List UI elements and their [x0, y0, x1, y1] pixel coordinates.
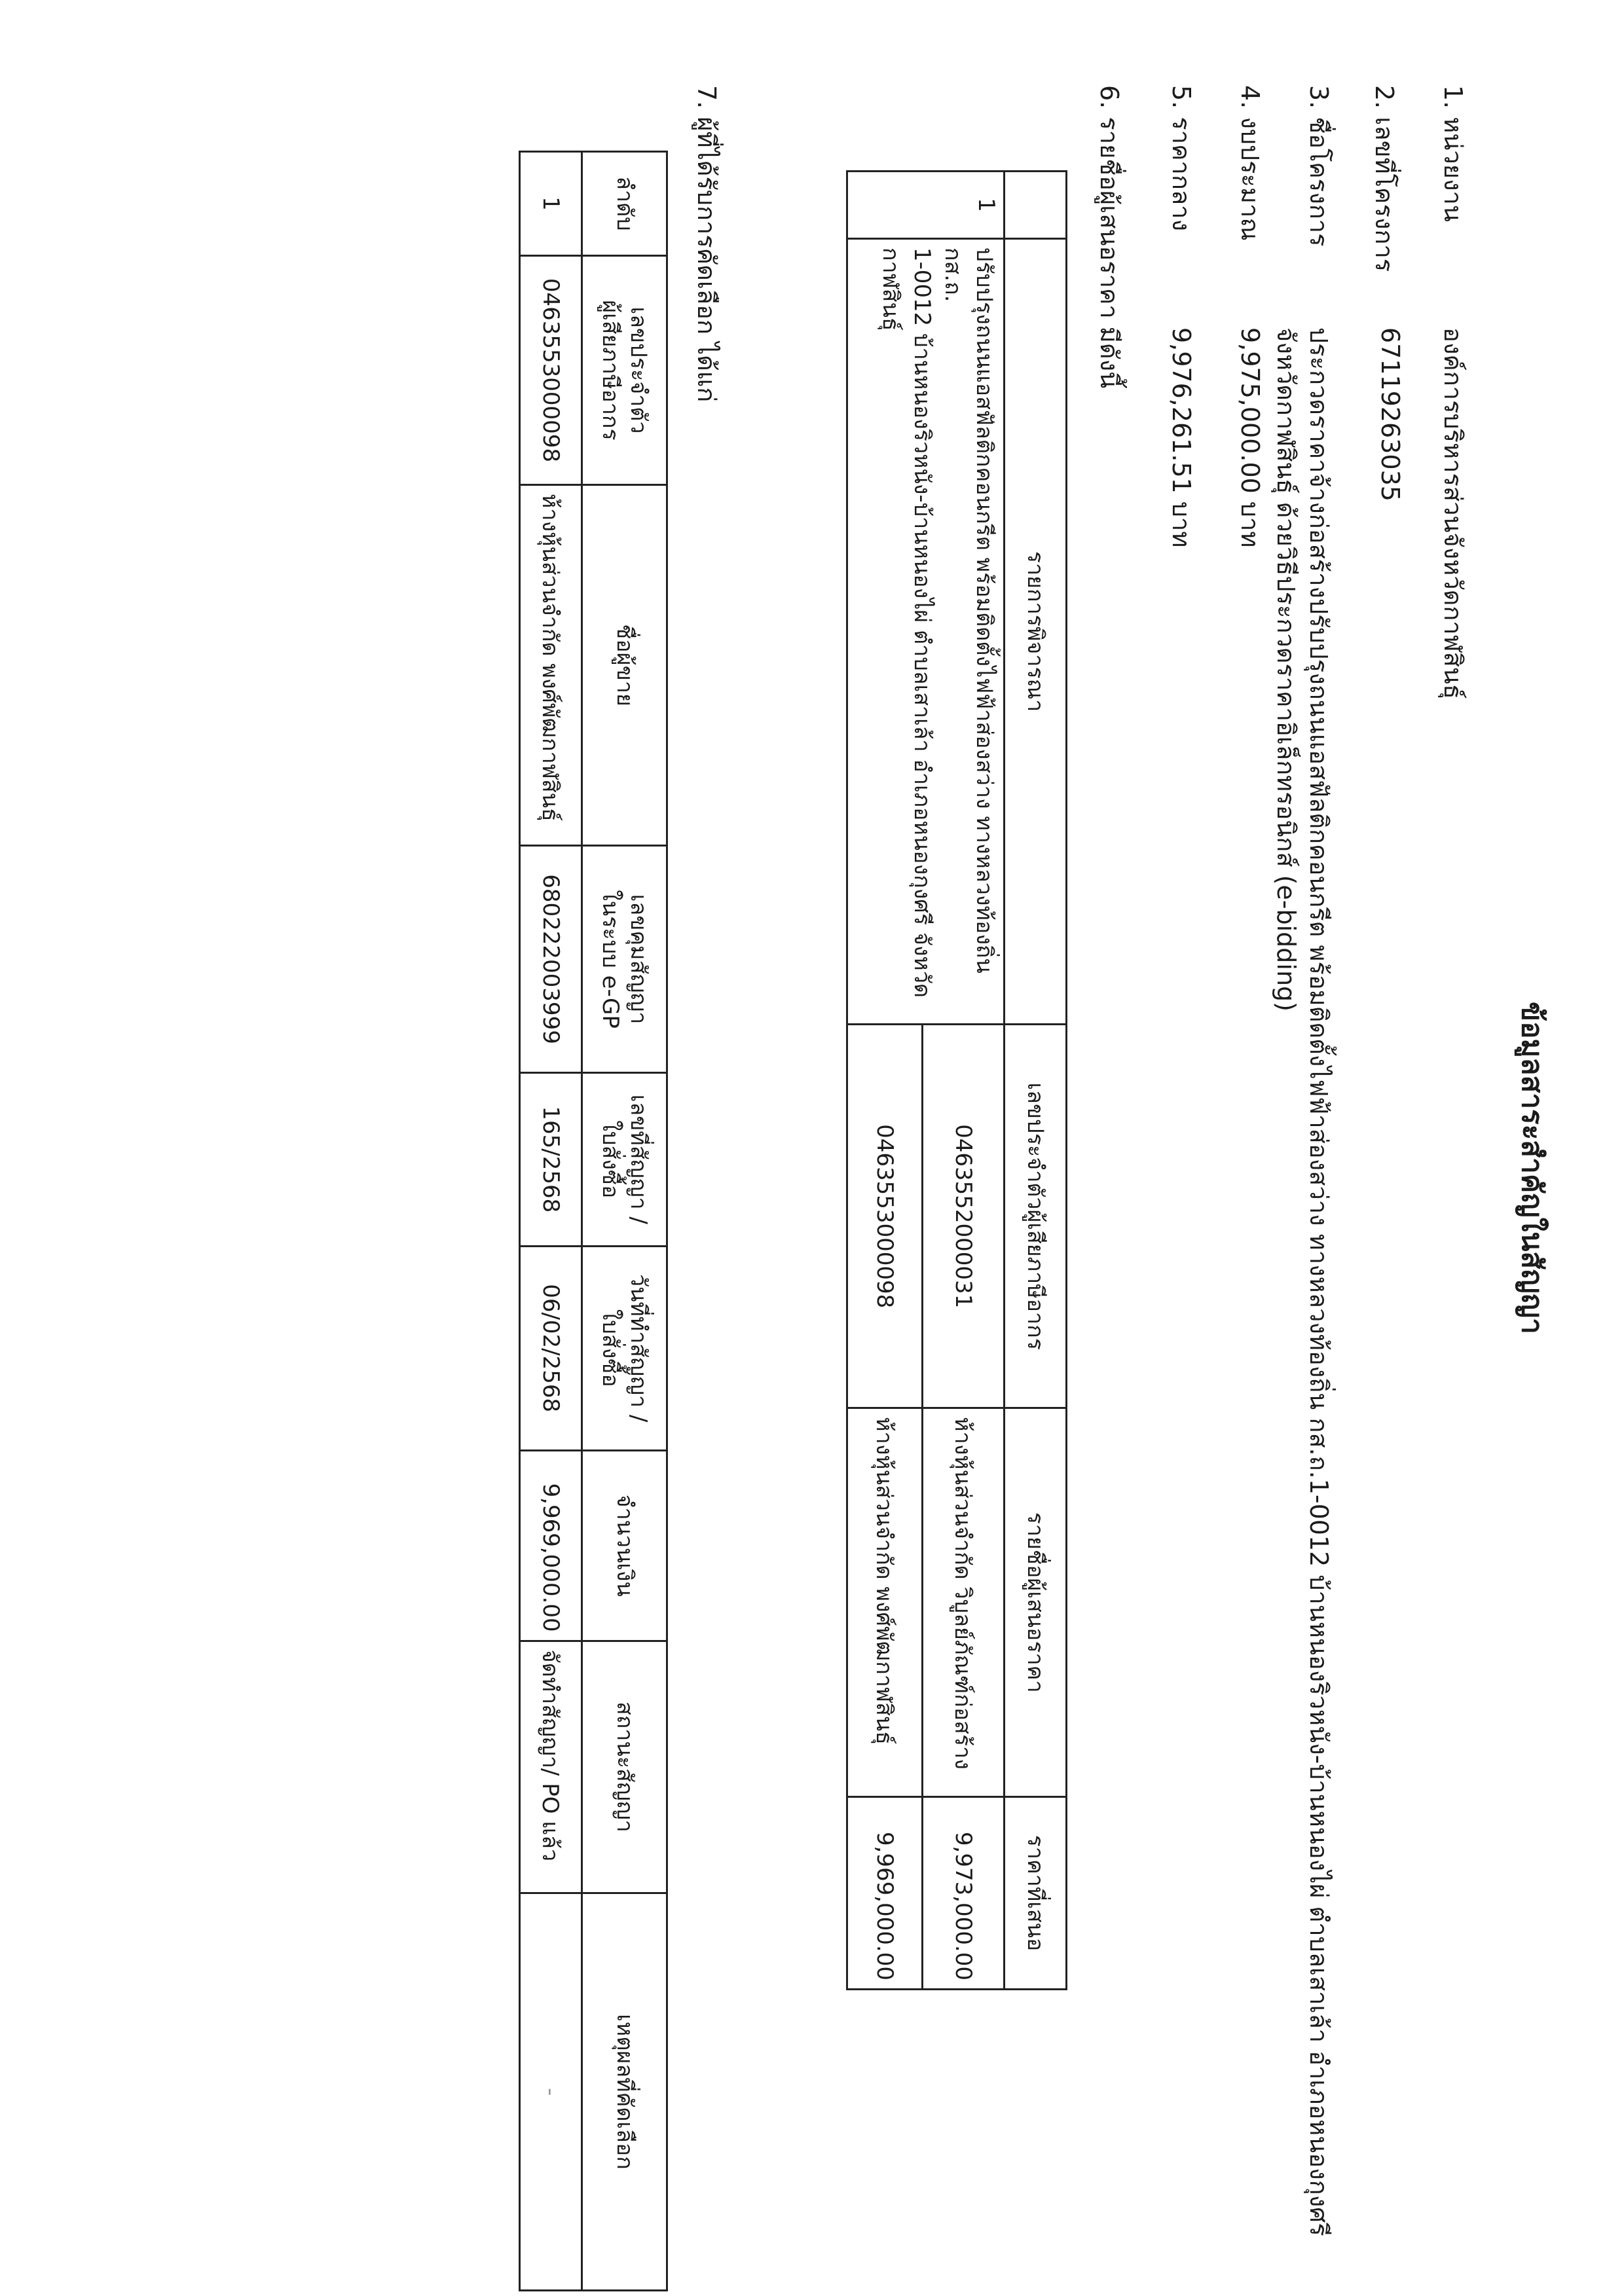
winner-header-date-1: วันที่ทำสัญญา /	[625, 1274, 652, 1423]
budget-label: 4. งบประมาณ	[1236, 85, 1264, 241]
bid-bidder-name: ห้างหุ้นส่วนจำกัด วิบูลย์ภัณฑ์ก่อสร้าง	[923, 1408, 1005, 1797]
winner-no: 1	[520, 152, 582, 256]
bid-tax-id: 0463553000098	[847, 1025, 923, 1408]
field-selected	[688, 85, 727, 871]
field-bidders	[1090, 85, 1130, 871]
winner-table-header	[582, 152, 667, 2291]
winner-header-egp-1: เลขคุมสัญญา	[625, 894, 652, 1025]
bid-item-line2: 1-0012 บ้านหนองริวหนัง-บ้านหนองไผ่ ตำบลเสาเล้า อำเภอหนองกุงศรี จังหวัด	[908, 247, 935, 998]
project-name-line1: ประกวดราคาจ้างก่อสร้างปรับปรุงถนนแอสฟัลติกคอนกรีต พร้อมติดตั้งไฟฟ้าส่องสว่าง ทางหลวงท้องถิ่น กส.ถ.1-0012 บ้านหนองริวหนัง-บ้านหนองไผ่ ตำบลเสาเล้า อำเภอหนองกุงศรี	[1304, 327, 1333, 2236]
winner-header-tax-id-1: เลขประจำตัว	[625, 306, 652, 434]
bid-item-no: 1	[847, 172, 1005, 239]
winner-header-status: สถานะสัญญา	[582, 1641, 667, 1893]
bid-item-line3: กาฬสินธุ์	[877, 247, 904, 331]
table-row	[520, 152, 582, 2291]
field-project-name	[1267, 85, 1339, 2246]
budget-value: 9,975,000.00 บาท	[1236, 327, 1264, 548]
bid-header-item: รายการพิจารณา	[1005, 238, 1067, 1024]
winner-header-amount: จำนวนเงิน	[582, 1450, 667, 1641]
winner-header-tax-id	[582, 255, 667, 484]
bidders-label: 6. รายชื่อผู้เสนอราคา มีดังนี้	[1095, 85, 1124, 389]
bid-price: 9,969,000.00	[847, 1796, 923, 1989]
agency-label: 1. หน่วยงาน	[1439, 85, 1467, 222]
winner-reason: -	[520, 1893, 582, 2291]
median-price-value: 9,976,261.51 บาท	[1167, 327, 1196, 548]
agency-value: องค์การบริหารส่วนจังหวัดกาฬสินธุ์	[1439, 327, 1467, 699]
field-project-no	[1365, 85, 1405, 2246]
table-row	[923, 172, 1005, 1990]
field-budget	[1231, 85, 1270, 2246]
winner-header-date	[582, 1246, 667, 1450]
winner-header-egp-2: ในระบบ e-GP	[597, 890, 624, 1029]
winner-header-tax-id-2: ผู้เสียภาษีอากร	[597, 300, 624, 441]
bid-bidder-name: ห้างหุ้นส่วนจำกัด พงศ์พัฒกาฬสินธุ์	[847, 1408, 923, 1797]
project-no-value: 67119263035	[1376, 327, 1405, 501]
winner-date: 06/02/2568	[520, 1246, 582, 1450]
winner-tax-id: 0463553000098	[520, 255, 582, 484]
bid-tax-id: 0463552000031	[923, 1025, 1005, 1408]
winner-header-seller: ชื่อผู้ขาย	[582, 484, 667, 845]
bid-table-header	[1005, 172, 1067, 1990]
winner-status: จัดทำสัญญา/ PO แล้ว	[520, 1641, 582, 1893]
bid-header-tax-id: เลขประจำตัวผู้เสียภาษีอากร	[1005, 1025, 1067, 1408]
project-name-line2: จังหวัดกาฬสินธุ์ ด้วยวิธีประกวดราคาอิเล็กทรอนิกส์ (e-bidding)	[1272, 327, 1301, 1011]
winner-egp-no: 680222003999	[520, 846, 582, 1073]
median-price-label: 5. ราคากลาง	[1167, 85, 1196, 232]
winner-amount: 9,969,000.00	[520, 1450, 582, 1641]
winner-seller: ห้างหุ้นส่วนจำกัด พงศ์พัฒกาฬสินธุ์	[520, 484, 582, 845]
winner-header-contract-no-1: เลขที่สัญญา /	[625, 1094, 652, 1224]
bid-item-description	[847, 238, 1005, 1024]
winner-header-egp	[582, 846, 667, 1073]
bid-header-no	[1005, 172, 1067, 239]
project-no-label: 2. เลขที่โครงการ	[1370, 85, 1399, 272]
winner-header-no: ลำดับ	[582, 152, 667, 256]
selected-label: 7. ผู้ที่ได้รับการคัดเลือก ได้แก่	[692, 85, 721, 403]
field-agency	[1434, 85, 1473, 2246]
bid-price: 9,973,000.00	[923, 1796, 1005, 1989]
winner-contract-no: 165/2568	[520, 1073, 582, 1247]
bid-table	[846, 170, 1067, 1990]
field-median-price	[1162, 85, 1202, 2246]
bid-header-price: ราคาที่เสนอ	[1005, 1796, 1067, 1989]
winner-header-contract-no	[582, 1073, 667, 1247]
bid-header-bidder: รายชื่อผู้เสนอราคา	[1005, 1408, 1067, 1797]
winner-header-contract-no-2: ใบสั่งซื้อ	[597, 1120, 624, 1199]
winner-header-reason: เหตุผลที่คัดเลือก	[582, 1893, 667, 2291]
winner-header-date-2: ใบสั่งซื้อ	[597, 1309, 624, 1387]
winner-table	[519, 151, 668, 2291]
bid-item-line1: ปรับปรุงถนนแอสฟัลติกคอนกรีต พร้อมติดตั้งไฟฟ้าส่องสว่าง ทางหลวงท้องถิ่น กส.ถ.	[940, 247, 997, 974]
project-name-label: 3. ชื่อโครงการ	[1304, 85, 1333, 247]
document-title: ข้อมูลสาระสำคัญในสัญญา	[1515, 1002, 1549, 1334]
